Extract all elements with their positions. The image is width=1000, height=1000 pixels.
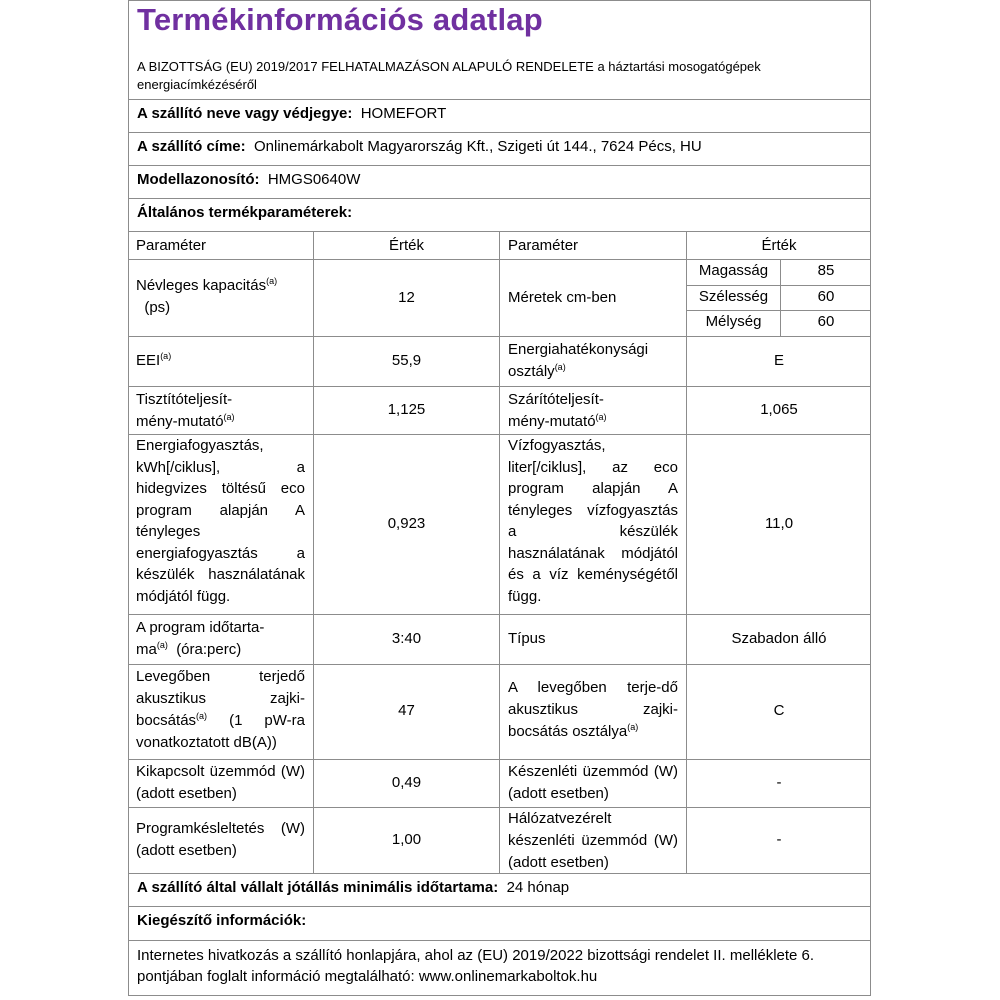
regulation-subtitle: A BIZOTTSÁG (EU) 2019/2017 FELHATALMAZÁSON ALAPULÓ RENDELETE a háztartási mosogatógépek energiacímkézéséről bbox=[137, 59, 761, 92]
standby-mode-value: - bbox=[687, 760, 871, 808]
delay-start-value: 1,00 bbox=[314, 808, 500, 874]
height-value: 85 bbox=[781, 260, 871, 286]
table-header-cell: Érték bbox=[687, 232, 871, 260]
energy-consumption-value: 0,923 bbox=[314, 435, 500, 615]
delay-start-label: Programkésleltetés (W) (adott esetben) bbox=[128, 808, 314, 874]
cleaning-index-label: Tisztítóteljesít- mény-mutató$^{(a)}$ bbox=[128, 387, 314, 435]
page-title: Termékinformációs adatlap bbox=[137, 2, 543, 37]
table-header-cell: Érték bbox=[314, 232, 500, 260]
type-label: Típus bbox=[500, 615, 687, 665]
model-value: HMGS0640W bbox=[267, 171, 361, 188]
width-label: Szélesség bbox=[687, 286, 781, 311]
water-consumption-label: Vízfogyasztás, liter[/ciklus], az eco program alapján A tényleges vízfogyasztás a készülék használatának módjától és a víz keménységétől függ. bbox=[500, 435, 687, 615]
warranty-label: A szállító által vállalt jótállás minimális időtartama: bbox=[137, 879, 499, 896]
energy-class-label: Energiahatékonysági osztály$^{(a)}$ bbox=[500, 337, 687, 387]
program-duration-value: 3:40 bbox=[314, 615, 500, 665]
drying-index-value: 1,065 bbox=[687, 387, 871, 435]
table-header-cell: Paraméter bbox=[128, 232, 314, 260]
height-label: Magasság bbox=[687, 260, 781, 286]
address-label: A szállító címe: bbox=[137, 138, 246, 155]
dimensions-label: Méretek cm-ben bbox=[500, 260, 687, 337]
depth-label: Mélység bbox=[687, 311, 781, 337]
networked-standby-label: Hálózatvezérelt készenléti üzemmód (W) (adott esetben) bbox=[500, 808, 687, 874]
off-mode-value: 0,49 bbox=[314, 760, 500, 808]
networked-standby-value: - bbox=[687, 808, 871, 874]
energy-consumption-label: Energiafogyasztás, kWh[/ciklus], a hidegvizes töltésű eco program alapján A tényleges energiafogyasztás a készülék használatának módjától függ. bbox=[128, 435, 314, 615]
energy-class-value: E bbox=[687, 337, 871, 387]
water-consumption-value: 11,0 bbox=[687, 435, 871, 615]
table-header-cell: Paraméter bbox=[500, 232, 687, 260]
width-value: 60 bbox=[781, 286, 871, 311]
noise-class-label: A levegőben terje-dő akusztikus zajki- bocsátás osztálya$^{(a)}$ bbox=[500, 665, 687, 760]
eei-label: EEI$^{(a)}$ bbox=[128, 337, 314, 387]
supplier-value: HOMEFORT bbox=[360, 105, 447, 122]
address-value: Onlinemárkabolt Magyarország Kft., Szigeti út 144., 7624 Pécs, HU bbox=[253, 138, 702, 155]
standby-mode-label: Készenléti üzemmód (W) (adott esetben) bbox=[500, 760, 687, 808]
eei-value: 55,9 bbox=[314, 337, 500, 387]
noise-emission-label: Levegőben terjedő akusztikus zajki- bocsátás$^{(a)}$ (1 pW-ra vonatkoztatott dB(A)) bbox=[128, 665, 314, 760]
extra-info-text: Internetes hivatkozás a szállító honlapjára, ahol az (EU) 2019/2022 bizottsági rendelet II. melléklete 6. pontjában foglalt információ megtalálható: www.onlinemarkaboltok.hu bbox=[137, 947, 815, 985]
warranty-value: 24 hónap bbox=[506, 879, 570, 896]
general-params-heading: Általános termékparaméterek: bbox=[137, 204, 353, 221]
table-row: Névleges kapacitás$^{(a)}$ (ps) bbox=[128, 260, 314, 337]
capacity-value: 12 bbox=[314, 260, 500, 337]
type-value: Szabadon álló bbox=[687, 615, 871, 665]
model-label: Modellazonosító: bbox=[137, 171, 260, 188]
extra-info-heading: Kiegészítő információk: bbox=[137, 912, 307, 929]
supplier-label: A szállító neve vagy védjegye: bbox=[137, 105, 353, 122]
depth-value: 60 bbox=[817, 313, 835, 330]
program-duration-label: A program időtarta- $ma^{(a)}$ (óra:perc) bbox=[128, 615, 314, 665]
off-mode-label: Kikapcsolt üzemmód (W) (adott esetben) bbox=[128, 760, 314, 808]
noise-emission-value: 47 bbox=[314, 665, 500, 760]
noise-class-value: C bbox=[687, 665, 871, 760]
drying-index-label: Szárítóteljesít- mény-mutató$^{(a)}$ bbox=[500, 387, 687, 435]
cleaning-index-value: 1,125 bbox=[314, 387, 500, 435]
